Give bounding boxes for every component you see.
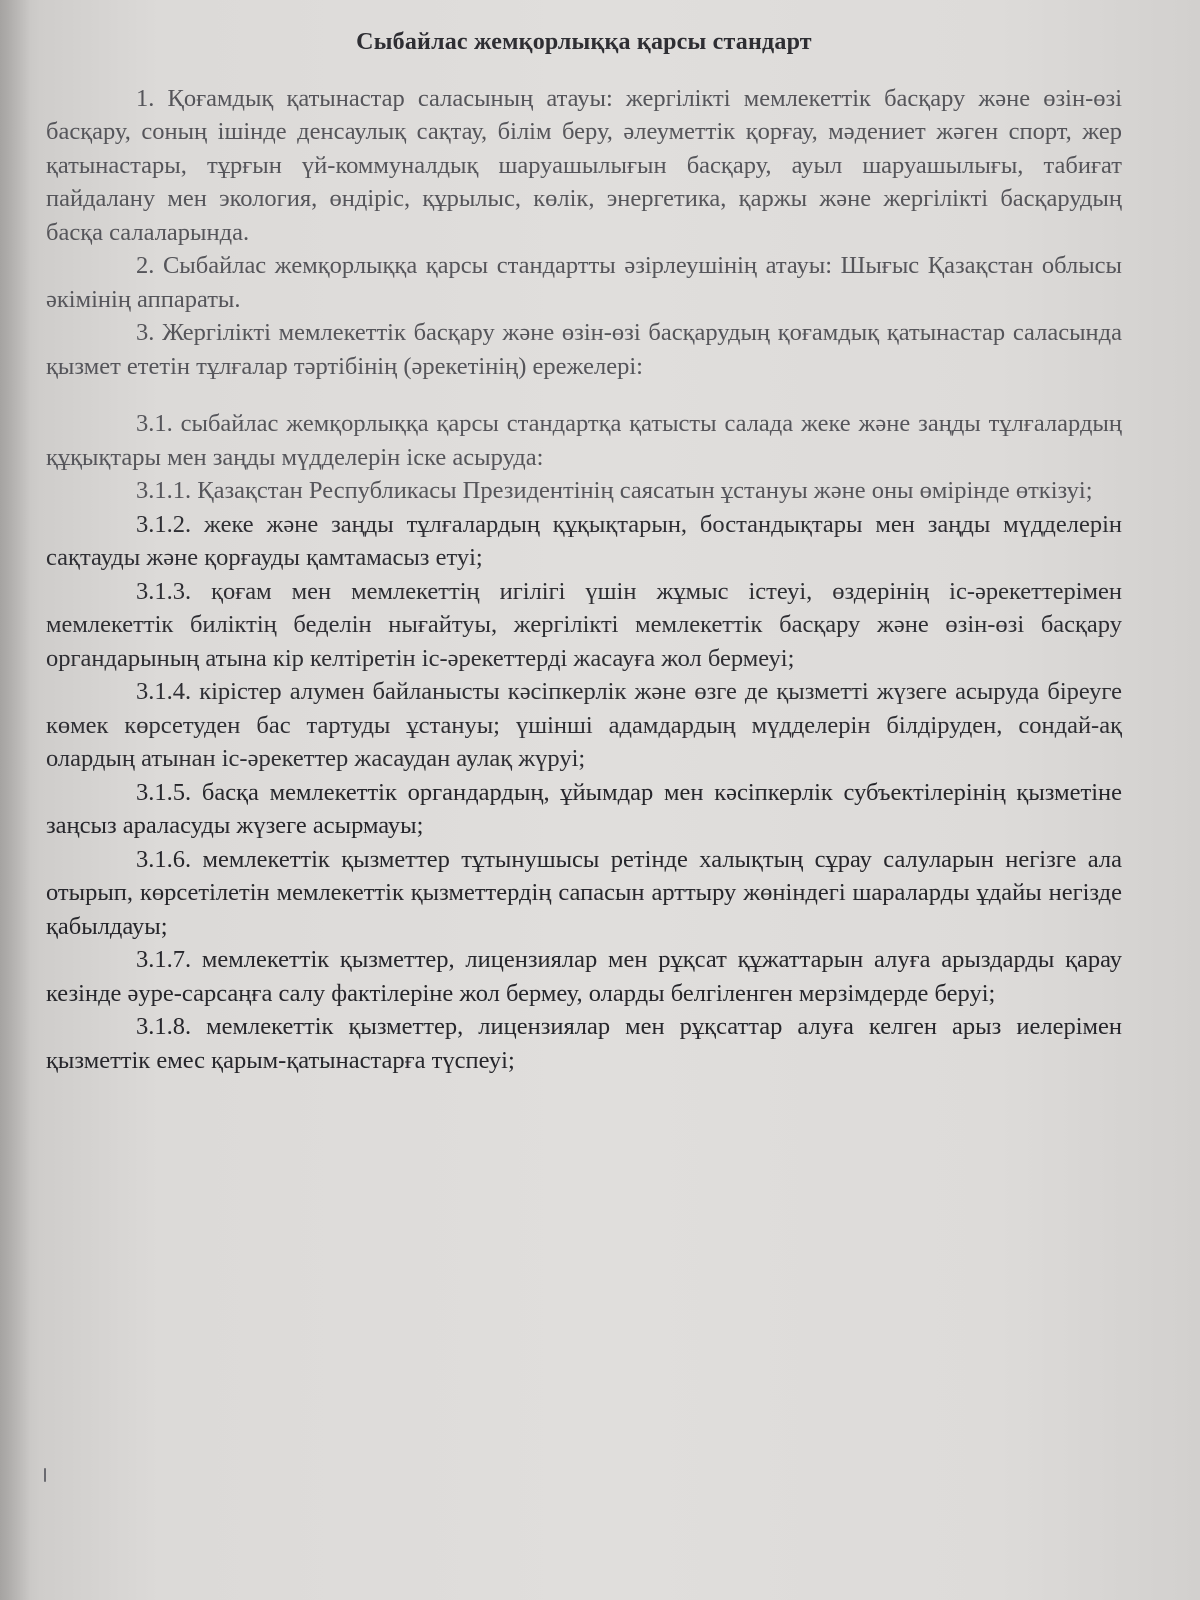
pen-mark [44, 1468, 46, 1482]
paragraph-3-1-1: 3.1.1. Қазақстан Республикасы Президентінің саясатын ұстануы және оны өмірінде өткізуі; [136, 477, 1093, 504]
document-body [46, 26, 1122, 1077]
paragraph-3-1-8: 3.1.8. мемлекеттік қызметтер, лицензиялар мен рұқсаттар алуға келген арыз иелерімен қызметтік емес қарым-қатынастарға түспеуі; [46, 1013, 1122, 1074]
paragraph-3-1-4: 3.1.4. кірістер алумен байланысты кәсіпкерлік және өзге де қызметті жүзеге асыруда біреуге көмек көрсетуден бас тартуды ұстануы; үшінші адамдардың мүдделерін білдіруден, сондай-ақ олардың атынан іс-әрекеттер жасаудан аулақ жүруі; [46, 678, 1122, 772]
paragraph-3-1: 3.1. сыбайлас жемқорлыққа қарсы стандартқа қатысты салада жеке және заңды тұлғалардың құқықтары мен заңды мүдделерін іске асыруда: [46, 410, 1122, 471]
paragraph-3-1-7: 3.1.7. мемлекеттік қызметтер, лицензиялар мен рұқсат құжаттарын алуға арыздарды қарау кезінде әуре-сарсаңға салу фактілеріне жол бермеу, оларды белгіленген мерзімдерде беруі; [46, 946, 1122, 1007]
paragraph-2: 2. Сыбайлас жемқорлыққа қарсы стандартты әзірлеушінің атауы: Шығыс Қазақстан облысы әкімінің аппараты. [46, 252, 1122, 313]
paragraph-3-1-2: 3.1.2. жеке және заңды тұлғалардың құқықтарын, бостандықтары мен заңды мүдделерін сақтауды және қорғауды қамтамасыз етуі; [46, 510, 1122, 571]
paragraph-3-1-6: 3.1.6. мемлекеттік қызметтер тұтынушысы ретінде халықтың сұрау салуларын негізге ала отырып, көрсетілетін мемлекеттік қызметтердің сапасын арттыру жөніндегі шараларды ұдайы негізде қабылдауы; [46, 845, 1122, 940]
paragraph-3-1-5: 3.1.5. басқа мемлекеттік органдардың, ұйымдар мен кәсіпкерлік субъектілерінің қызметіне заңсыз араласуды жүзеге асырмауы; [46, 778, 1122, 839]
paragraph-3-1-3: 3.1.3. қоғам мен мемлекеттің игілігі үшін жұмыс істеуі, өздерінің іс-әрекеттерімен мемлекеттік биліктің беделін нығайтуы, жергілікті мемлекеттік басқару және өзін-өзі басқару органдарының атына кір келтіретін іс-әрекеттерді жасауға жол бермеуі; [46, 577, 1122, 672]
paragraph-1: 1. Қоғамдық қатынастар саласының атауы: жергілікті мемлекеттік басқару және өзін-өзі басқару, соның ішінде денсаулық сақтау, білім беру, әлеуметтік қорғау, мәдениет жәгeн спорт, жер қатынастары, тұрғын үй-коммуналдық шаруашылығын басқару, ауыл шаруашылығы, табиғат пайдалану мен экология, өндіріс, құрылыс, көлік, энергетика, қаржы және жергілікті басқарудың басқа салаларында. [46, 84, 1122, 246]
document-title: Сыбайлас жемқорлыққа қарсы стандарт [356, 29, 812, 55]
paragraph-3: 3. Жергілікті мемлекеттік басқару және өзін-өзі басқарудың қоғамдық қатынастар саласында қызмет ететін тұлғалар тәртібінің (әрекетінің) ережелері: [46, 319, 1122, 380]
